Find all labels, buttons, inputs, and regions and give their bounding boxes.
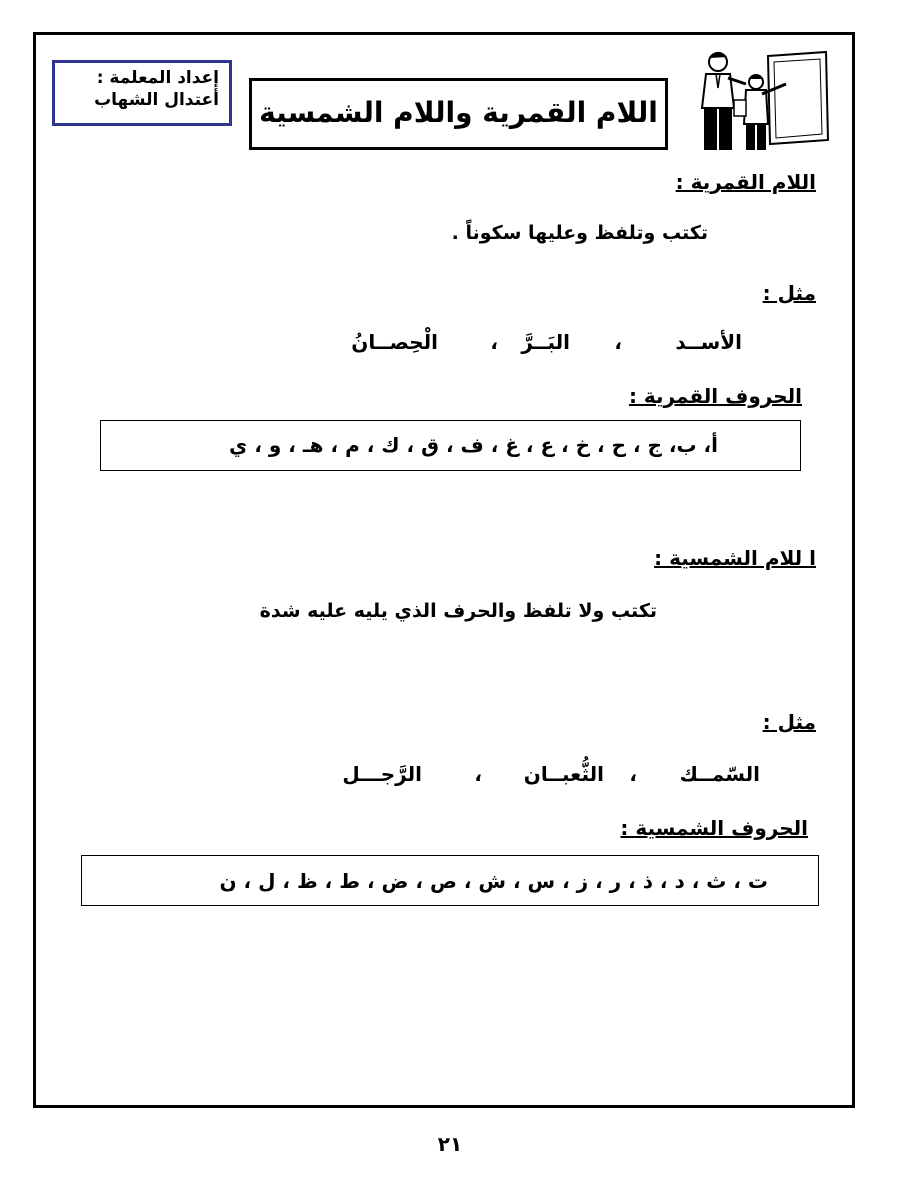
lunar-letters-box xyxy=(100,420,801,471)
lunar-example-separator-2: ، xyxy=(490,330,498,354)
teacher-with-student-icon xyxy=(690,44,832,156)
prepared-by-box xyxy=(52,60,232,126)
lunar-example-2: البَــرَّ xyxy=(521,330,570,354)
lunar-rule: تكتب وتلفظ وعليها سكوناً . xyxy=(451,222,708,244)
solar-example-3: الرَّجـــل xyxy=(342,762,422,786)
solar-letters: ت ، ث ، د ، ذ ، ر ، ز ، س ، ش ، ص ، ض ، ط ، ظ ، ل ، ن xyxy=(219,869,768,893)
lunar-example-3: الْحِصــانُ xyxy=(351,330,438,354)
lunar-letters: أ، ب، ج ، ح ، خ ، ع ، غ ، ف ، ق ، ك ، م ، هـ ، و ، ي xyxy=(229,433,718,457)
solar-example-heading: مثل : xyxy=(762,710,816,734)
solar-example-2: الثُّعبــان xyxy=(523,762,604,786)
solar-rule: تكتب ولا تلفظ والحرف الذي يليه عليه شدة xyxy=(259,600,657,622)
prepared-by-label: إعداد المعلمة : xyxy=(96,68,219,88)
page-title: اللام القمرية واللام الشمسية xyxy=(249,78,668,150)
lunar-heading: اللام القمرية : xyxy=(675,170,816,194)
solar-heading: ا للام الشمسية : xyxy=(654,546,816,570)
solar-example-separator-2: ، xyxy=(474,762,482,786)
lunar-letters-heading: الحروف القمرية : xyxy=(628,384,802,408)
lunar-example-heading: مثل : xyxy=(762,281,816,305)
solar-letters-heading: الحروف الشمسية : xyxy=(620,816,808,840)
prepared-by-name: أعتدال الشهاب xyxy=(94,90,219,110)
lunar-example-separator-1: ، xyxy=(614,330,622,354)
page-number: ٢١ xyxy=(437,1132,463,1156)
solar-example-1: السّمــك xyxy=(679,762,760,786)
lunar-example-1: الأســد xyxy=(675,330,742,354)
solar-example-separator-1: ، xyxy=(629,762,637,786)
solar-letters-box xyxy=(81,855,819,906)
